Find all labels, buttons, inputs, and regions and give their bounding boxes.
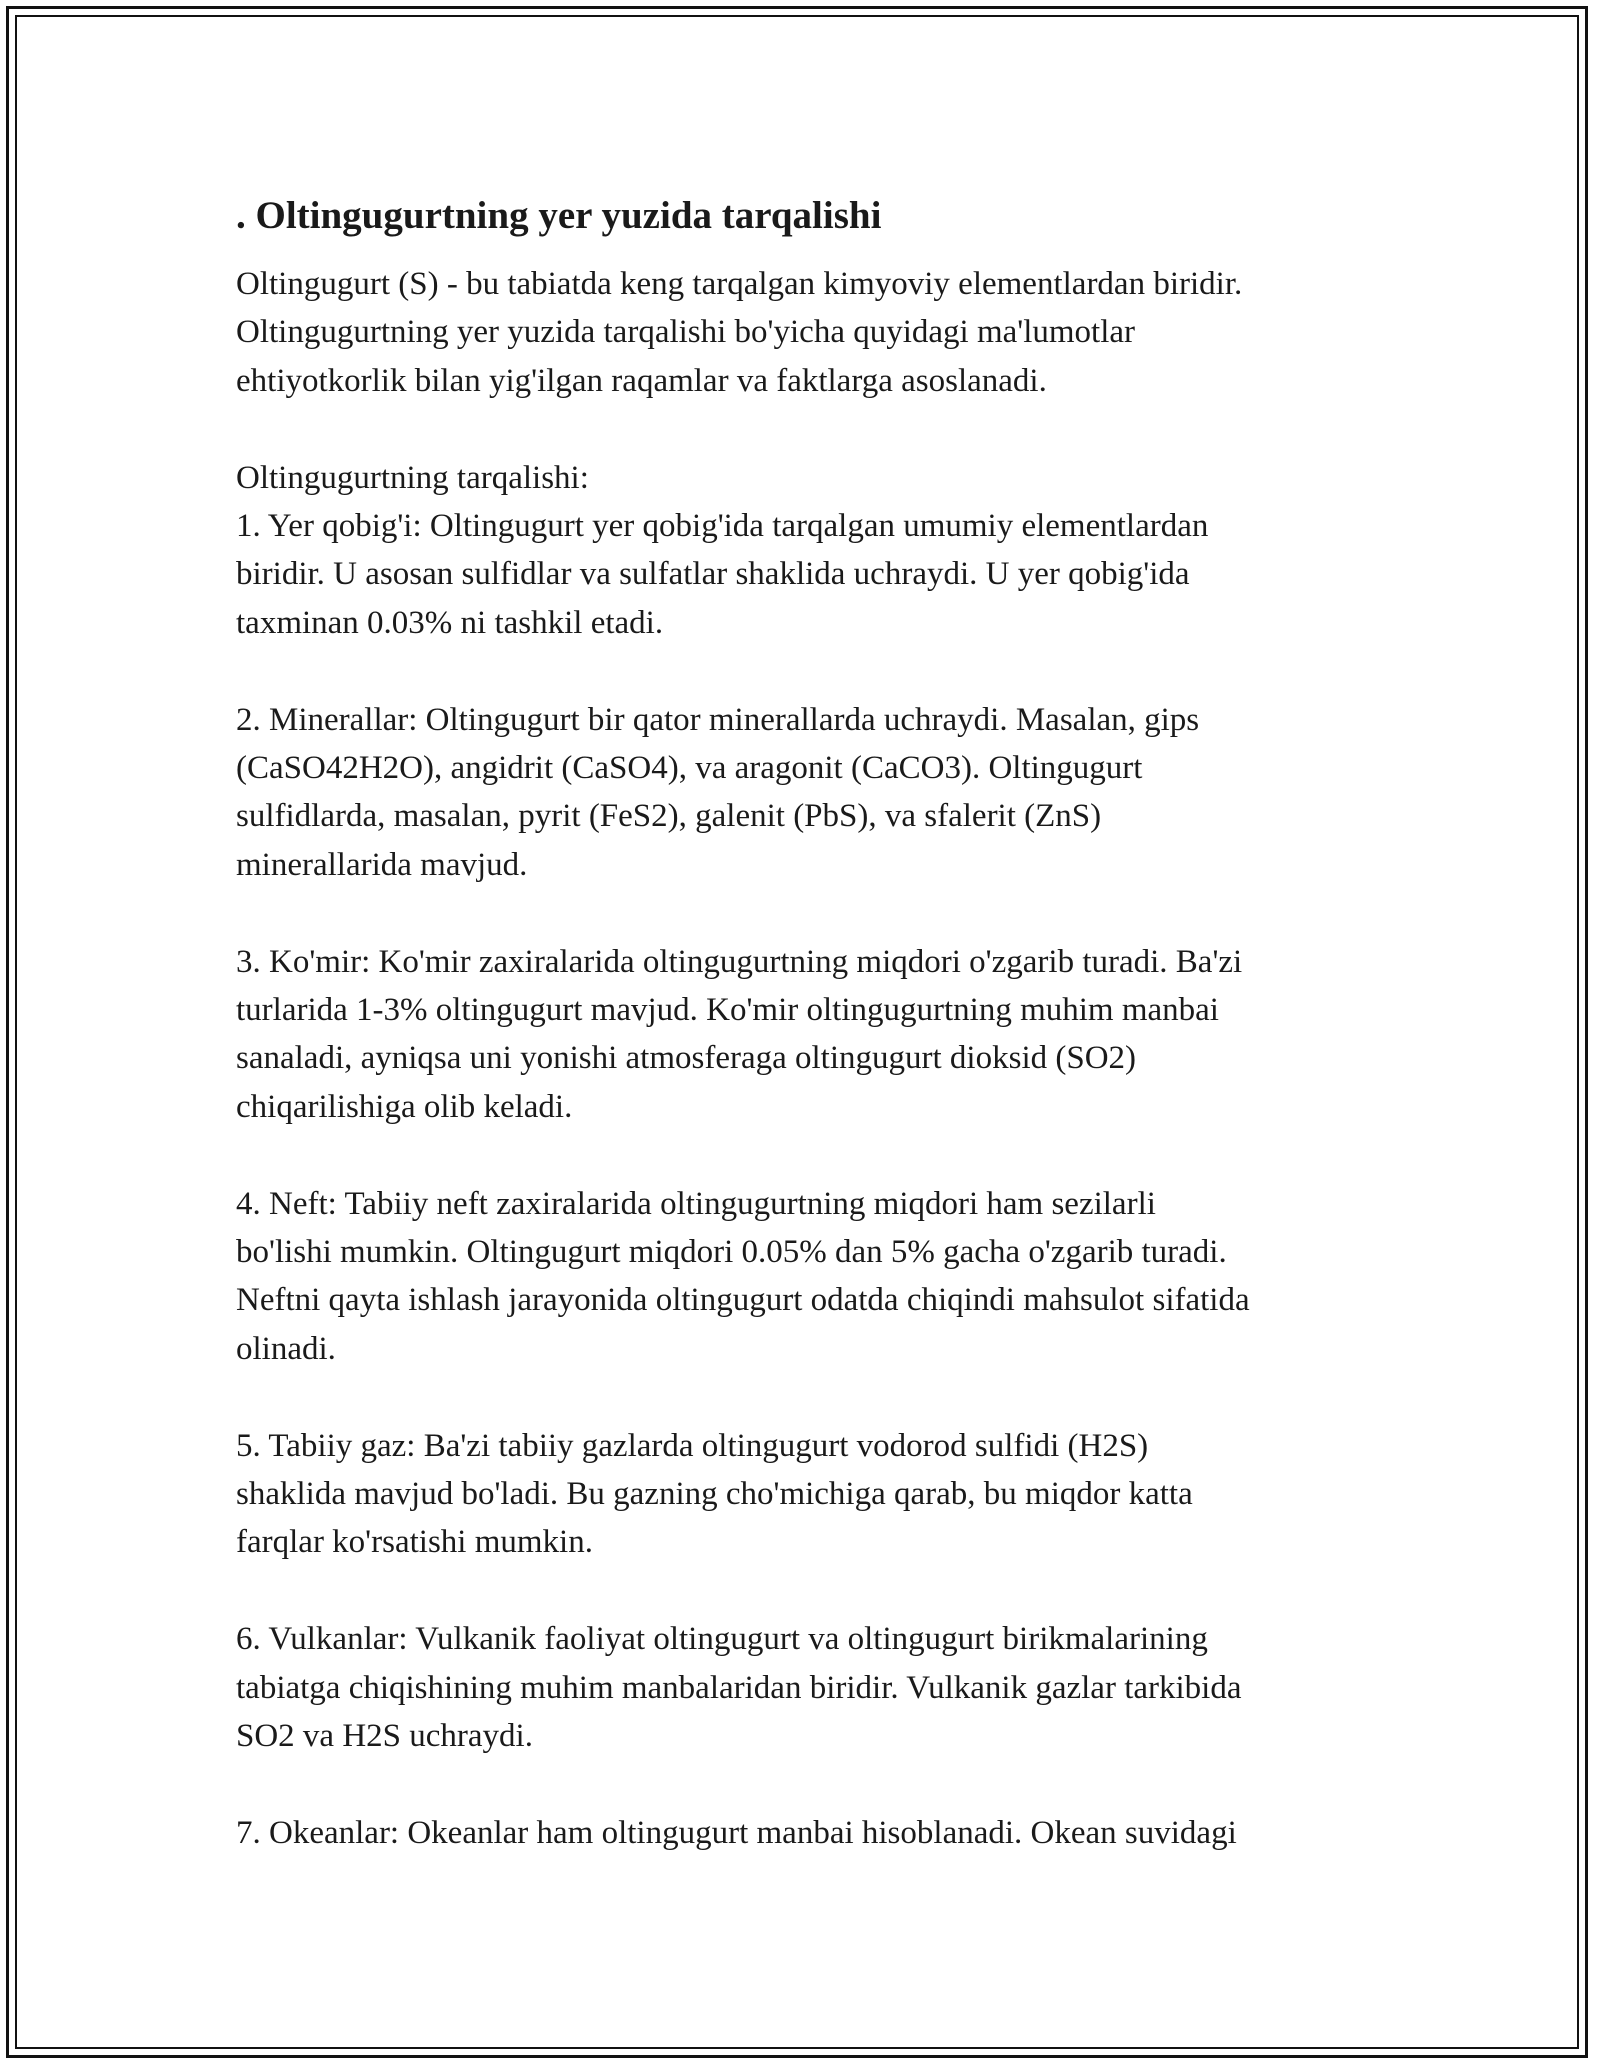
text-line: 7. Okeanlar: Okeanlar ham oltingugurt manbai hisoblanadi. Okean suvidagi [236, 1814, 1237, 1851]
text-line: Oltingugurtning tarqalishi: [236, 459, 589, 496]
text-line: olinadi. [236, 1330, 336, 1367]
text-line: 6. Vulkanlar: Vulkanik faoliyat oltingugurt va oltingugurt birikmalarining [236, 1621, 1208, 1658]
text-line: 5. Tabiiy gaz: Ba'zi tabiiy gazlarda oltingugurt vodorod sulfidi (H2S) [236, 1427, 1149, 1464]
document-body [236, 186, 1386, 1906]
text-line: shaklida mavjud bo'ladi. Bu gazning cho'michiga qarab, bu miqdor katta [236, 1476, 1193, 1513]
text-line: biridir. U asosan sulfidlar va sulfatlar shaklida uchraydi. U yer qobig'ida [236, 556, 1190, 593]
text-line: chiqarilishiga olib keladi. [236, 1088, 573, 1125]
paragraph-volcanoes [236, 1615, 1386, 1760]
document-title: . Oltingugurtning yer yuzida tarqalishi [236, 194, 882, 237]
paragraph-minerals [236, 696, 1386, 890]
text-line: Oltingugurt (S) - bu tabiatda keng tarqalgan kimyoviy elementlardan biridir. [236, 266, 1243, 302]
text-line: sulfidlarda, masalan, pyrit (FeS2), galenit (PbS), va sfalerit (ZnS) [236, 798, 1102, 835]
text-line: minerallarida mavjud. [236, 846, 528, 883]
text-line: bo'lishi mumkin. Oltingugurt miqdori 0.05% dan 5% gacha o'zgarib turadi. [236, 1234, 1227, 1271]
text-line: ehtiyotkorlik bilan yig'ilgan raqamlar va faktlarga asoslanadi. [236, 362, 1047, 399]
paragraph-intro [236, 260, 1386, 405]
paragraph-coal [236, 938, 1386, 1132]
text-line: Oltingugurtning yer yuzida tarqalishi bo'yicha quyidagi ma'lumotlar [236, 314, 1136, 351]
paragraph-natural-gas [236, 1422, 1386, 1567]
paragraph-earth-crust [236, 454, 1386, 648]
paragraph-oceans [236, 1809, 1386, 1857]
text-line: taxminan 0.03% ni tashkil etadi. [236, 604, 664, 641]
text-line: 1. Yer qobig'i: Oltingugurt yer qobig'ida tarqalgan umumiy elementlardan [236, 508, 1209, 545]
text-line: (CaSO42H2O), angidrit (CaSO4), va aragonit (CaCO3). Oltingugurt [236, 750, 1143, 787]
text-line: farqlar ko'rsatishi mumkin. [236, 1524, 593, 1561]
text-line: turlarida 1-3% oltingugurt mavjud. Ko'mir oltingugurtning muhim manbai [236, 992, 1219, 1029]
text-line: tabiatga chiqishining muhim manbalaridan biridir. Vulkanik gazlar tarkibida [236, 1669, 1242, 1706]
text-line: 3. Ko'mir: Ko'mir zaxiralarida oltingugurtning miqdori o'zgarib turadi. Ba'zi [236, 943, 1243, 980]
text-line: Neftni qayta ishlash jarayonida oltingugurt odatda chiqindi mahsulot sifatida [236, 1282, 1250, 1319]
text-line: sanaladi, ayniqsa uni yonishi atmosferaga oltingugurt dioksid (SO2) [236, 1040, 1137, 1077]
text-line: SO2 va H2S uchraydi. [236, 1718, 533, 1755]
text-line: 2. Minerallar: Oltingugurt bir qator minerallarda uchraydi. Masalan, gips [236, 701, 1200, 738]
text-line: 4. Neft: Tabiiy neft zaxiralarida oltingugurtning miqdori ham sezilarli [236, 1185, 1156, 1222]
paragraph-oil [236, 1180, 1386, 1374]
